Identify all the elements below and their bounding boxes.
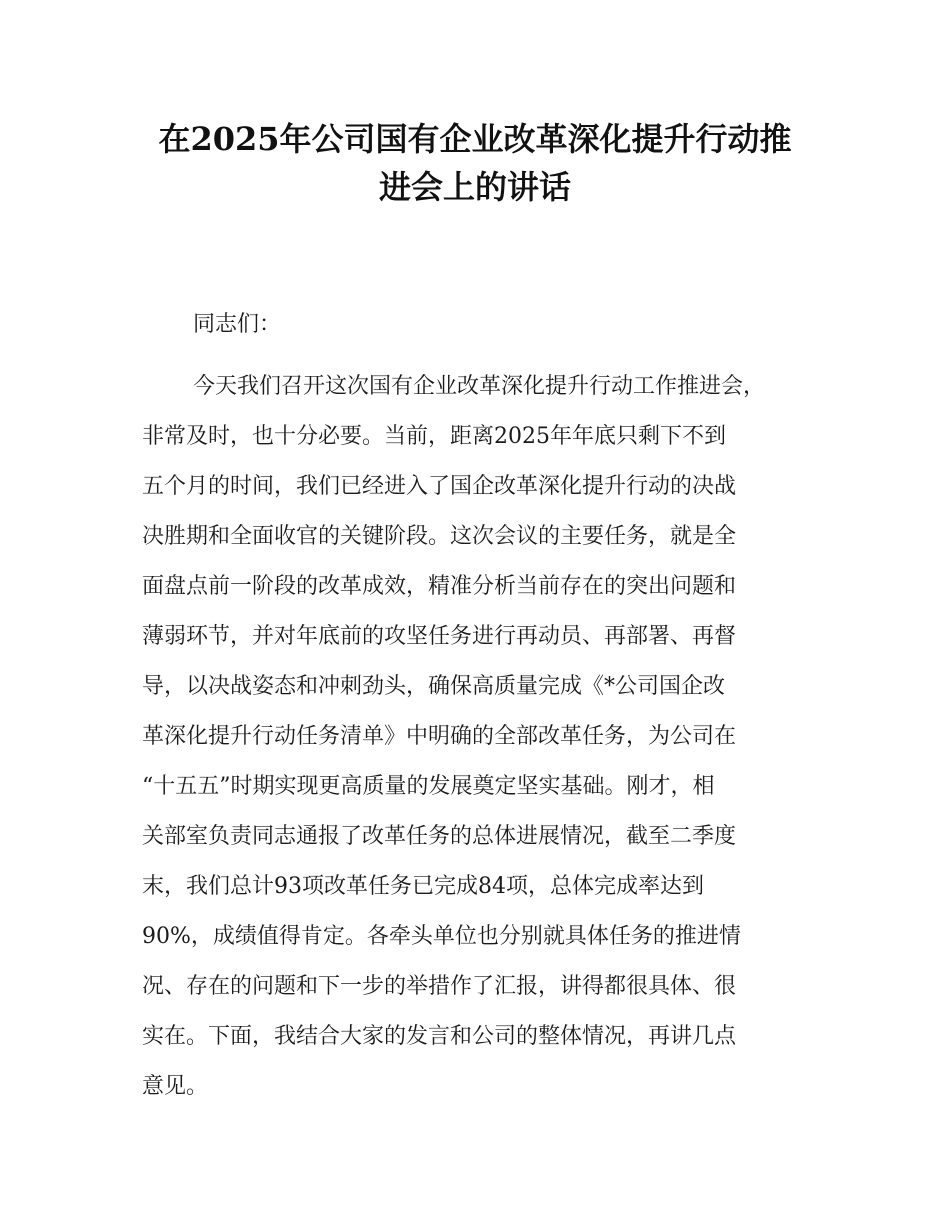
paragraph-line: 导，以决战姿态和冲刺劲头，确保高质量完成《*公司国企改 [142,674,726,699]
paragraph-line: 关部室负责同志通报了改革任务的总体进展情况，截至二季度 [142,824,737,849]
paragraph-line: 非常及时，也十分必要。当前，距离2025年年底只剩下不到 [142,424,726,449]
salutation: 同志们： [193,312,282,337]
paragraph-line: 实在。下面，我结合大家的发言和公司的整体情况，再讲几点 [142,1024,737,1049]
document-title-line-1: 在2025年公司国有企业改革深化提升行动推 [158,120,792,158]
paragraph-line: 90%，成绩值得肯定。各牵头单位也分别就具体任务的推进情 [142,924,741,949]
paragraph-line: “十五五”时期实现更高质量的发展奠定坚实基础。刚才，相 [142,774,715,799]
paragraph-line: 革深化提升行动任务清单》中明确的全部改革任务，为公司在 [142,724,737,749]
paragraph-line: 况、存在的问题和下一步的举措作了汇报，讲得都很具体、很 [142,974,737,999]
paragraph-line: 末，我们总计93项改革任务已完成84项，总体完成率达到 [142,874,704,899]
paragraph-line: 意见。 [142,1074,209,1099]
document-title-line-2: 进会上的讲话 [378,168,571,206]
paragraph-line: 决胜期和全面收官的关键阶段。这次会议的主要任务，就是全 [142,524,737,549]
paragraph-line: 薄弱环节，并对年底前的攻坚任务进行再动员、再部署、再督 [142,624,737,649]
paragraph-line: 今天我们召开这次国有企业改革深化提升行动工作推进会， [193,374,766,399]
paragraph-line: 面盘点前一阶段的改革成效，精准分析当前存在的突出问题和 [142,574,737,599]
paragraph-line: 五个月的时间，我们已经进入了国企改革深化提升行动的决战 [142,474,737,499]
